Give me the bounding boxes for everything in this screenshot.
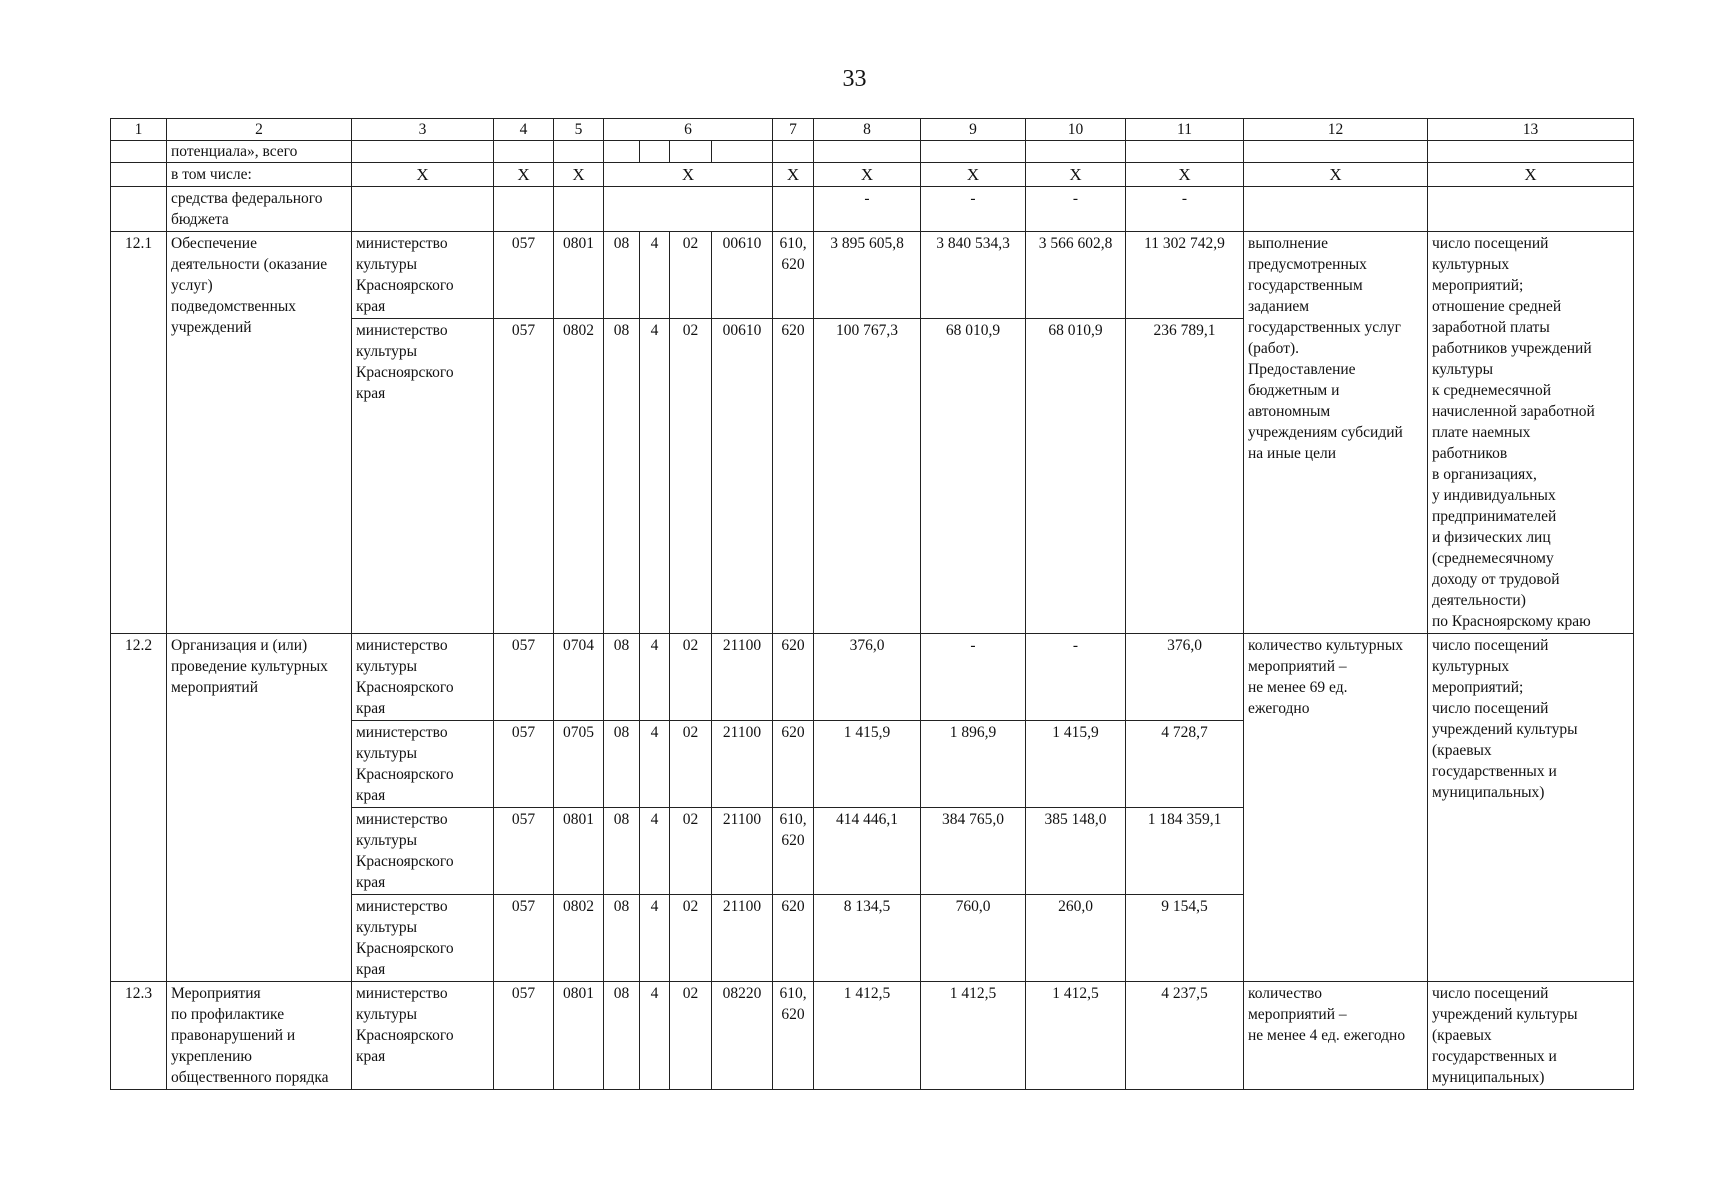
target-code: 00610: [712, 232, 773, 319]
administrator: министерство культуры Красноярского края: [352, 232, 494, 319]
amount-year-3: 1 415,9: [1026, 721, 1126, 808]
activity-name: Мероприятия по профилактике правонарушений и укреплению общественного порядка: [167, 982, 352, 1090]
target-code: 08: [604, 634, 640, 721]
target-code: 4: [640, 982, 670, 1090]
target-code: 02: [670, 808, 712, 895]
amount-total: 236 789,1: [1126, 319, 1244, 634]
x-mark: Х: [921, 163, 1026, 187]
amount-year-2: 3 840 534,3: [921, 232, 1026, 319]
target-code: 02: [670, 634, 712, 721]
amount-year-3: 385 148,0: [1026, 808, 1126, 895]
amount-year-2: 760,0: [921, 895, 1026, 982]
activity-name: Организация и (или) проведение культурных мероприятий: [167, 634, 352, 982]
amount-year-1: 1 412,5: [814, 982, 921, 1090]
amount-year-3: -: [1026, 634, 1126, 721]
amount-year-1: 100 767,3: [814, 319, 921, 634]
expense-type: 610, 620: [773, 232, 814, 319]
grbs-code: 057: [494, 721, 554, 808]
amount-year-3: 1 412,5: [1026, 982, 1126, 1090]
column-number-row: [111, 119, 1634, 141]
section-code: 0802: [554, 319, 604, 634]
amount-year-3: 68 010,9: [1026, 319, 1126, 634]
target-code: 08: [604, 895, 640, 982]
amount-total: 4 237,5: [1126, 982, 1244, 1090]
target-code: 4: [640, 319, 670, 634]
amount-year-2: 68 010,9: [921, 319, 1026, 634]
administrator: министерство культуры Красноярского края: [352, 721, 494, 808]
amount-total: 11 302 742,9: [1126, 232, 1244, 319]
target-code: 02: [670, 721, 712, 808]
table-row: [111, 634, 1634, 721]
col-header: 2: [167, 119, 352, 141]
x-mark: Х: [604, 163, 773, 187]
administrator: министерство культуры Красноярского края: [352, 895, 494, 982]
x-mark: Х: [1126, 163, 1244, 187]
amount-year-1: 376,0: [814, 634, 921, 721]
expense-type: 620: [773, 319, 814, 634]
indicator: число посещений культурных мероприятий; число посещений учреждений культуры (краевых государственных и муниципальных): [1428, 634, 1634, 982]
administrator: министерство культуры Красноярского края: [352, 319, 494, 634]
dash: -: [1026, 187, 1126, 232]
x-mark: Х: [773, 163, 814, 187]
col-header: 11: [1126, 119, 1244, 141]
expense-type: 620: [773, 895, 814, 982]
administrator: министерство культуры Красноярского края: [352, 808, 494, 895]
grbs-code: 057: [494, 634, 554, 721]
amount-total: 376,0: [1126, 634, 1244, 721]
administrator: министерство культуры Красноярского края: [352, 982, 494, 1090]
expense-type: 620: [773, 634, 814, 721]
target-code: 08: [604, 319, 640, 634]
row-number: 12.3: [111, 982, 167, 1090]
col-header: 4: [494, 119, 554, 141]
expected-result: количество культурных мероприятий – не менее 69 ед. ежегодно: [1244, 634, 1428, 982]
x-mark: Х: [814, 163, 921, 187]
x-mark: Х: [1428, 163, 1634, 187]
amount-year-2: 384 765,0: [921, 808, 1026, 895]
continuation-text: потенциала», всего: [167, 141, 352, 163]
target-code: 02: [670, 982, 712, 1090]
amount-total: 4 728,7: [1126, 721, 1244, 808]
section-code: 0802: [554, 895, 604, 982]
col-header: 6: [604, 119, 773, 141]
amount-year-2: -: [921, 634, 1026, 721]
col-header: 5: [554, 119, 604, 141]
section-code: 0801: [554, 808, 604, 895]
expense-type: 610, 620: [773, 808, 814, 895]
x-mark: Х: [352, 163, 494, 187]
dash: -: [921, 187, 1026, 232]
amount-total: 1 184 359,1: [1126, 808, 1244, 895]
target-code: 08220: [712, 982, 773, 1090]
expected-result: количество мероприятий – не менее 4 ед. ежегодно: [1244, 982, 1428, 1090]
amount-year-1: 8 134,5: [814, 895, 921, 982]
grbs-code: 057: [494, 808, 554, 895]
target-code: 08: [604, 808, 640, 895]
row-number: 12.2: [111, 634, 167, 982]
amount-year-3: 3 566 602,8: [1026, 232, 1126, 319]
grbs-code: 057: [494, 982, 554, 1090]
target-code: 4: [640, 634, 670, 721]
dash: -: [814, 187, 921, 232]
amount-year-1: 1 415,9: [814, 721, 921, 808]
target-code: 21100: [712, 895, 773, 982]
activity-name: Обеспечение деятельности (оказание услуг) подведомственных учреждений: [167, 232, 352, 634]
target-code: 21100: [712, 808, 773, 895]
indicator: число посещений учреждений культуры (краевых государственных и муниципальных): [1428, 982, 1634, 1090]
target-code: 08: [604, 721, 640, 808]
target-code: 02: [670, 895, 712, 982]
table-row: [111, 982, 1634, 1090]
col-header: 12: [1244, 119, 1428, 141]
col-header: 9: [921, 119, 1026, 141]
administrator: министерство культуры Красноярского края: [352, 634, 494, 721]
amount-year-2: 1 412,5: [921, 982, 1026, 1090]
expense-type: 620: [773, 721, 814, 808]
federal-budget-label: средства федерального бюджета: [167, 187, 352, 232]
grbs-code: 057: [494, 232, 554, 319]
expense-type: 610, 620: [773, 982, 814, 1090]
target-code: 4: [640, 232, 670, 319]
dash: -: [1126, 187, 1244, 232]
target-code: 4: [640, 721, 670, 808]
target-code: 21100: [712, 634, 773, 721]
grbs-code: 057: [494, 895, 554, 982]
row-number: 12.1: [111, 232, 167, 634]
grbs-code: 057: [494, 319, 554, 634]
including-label: в том числе:: [167, 163, 352, 187]
col-header: 10: [1026, 119, 1126, 141]
indicator: число посещений культурных мероприятий; отношение средней заработной платы работников учреждений культуры к среднемесячной начисленной заработной плате наемных работников в организациях, у индивидуальных предпринимателей и физических лиц (среднемесячному доходу от трудовой деятельности) по Красноярскому краю: [1428, 232, 1634, 634]
col-header: 7: [773, 119, 814, 141]
section-code: 0704: [554, 634, 604, 721]
col-header: 8: [814, 119, 921, 141]
amount-total: 9 154,5: [1126, 895, 1244, 982]
target-code: 00610: [712, 319, 773, 634]
continuation-row: [111, 141, 1634, 163]
section-code: 0705: [554, 721, 604, 808]
page-number: 33: [842, 66, 867, 92]
col-header: 13: [1428, 119, 1634, 141]
target-code: 4: [640, 808, 670, 895]
amount-year-3: 260,0: [1026, 895, 1126, 982]
program-activities-table: [110, 118, 1634, 1090]
amount-year-2: 1 896,9: [921, 721, 1026, 808]
target-code: 21100: [712, 721, 773, 808]
col-header: 3: [352, 119, 494, 141]
col-header: 1: [111, 119, 167, 141]
expected-result: выполнение предусмотренных государственным заданием государственных услуг (работ). Предоставление бюджетным и автономным учреждениям субсидий на иные цели: [1244, 232, 1428, 634]
including-row: [111, 163, 1634, 187]
amount-year-1: 414 446,1: [814, 808, 921, 895]
x-mark: Х: [1244, 163, 1428, 187]
table-row: [111, 232, 1634, 319]
target-code: 08: [604, 232, 640, 319]
target-code: 08: [604, 982, 640, 1090]
amount-year-1: 3 895 605,8: [814, 232, 921, 319]
x-mark: Х: [494, 163, 554, 187]
target-code: 02: [670, 232, 712, 319]
federal-budget-row: [111, 187, 1634, 232]
section-code: 0801: [554, 232, 604, 319]
x-mark: Х: [554, 163, 604, 187]
target-code: 4: [640, 895, 670, 982]
x-mark: Х: [1026, 163, 1126, 187]
section-code: 0801: [554, 982, 604, 1090]
target-code: 02: [670, 319, 712, 634]
